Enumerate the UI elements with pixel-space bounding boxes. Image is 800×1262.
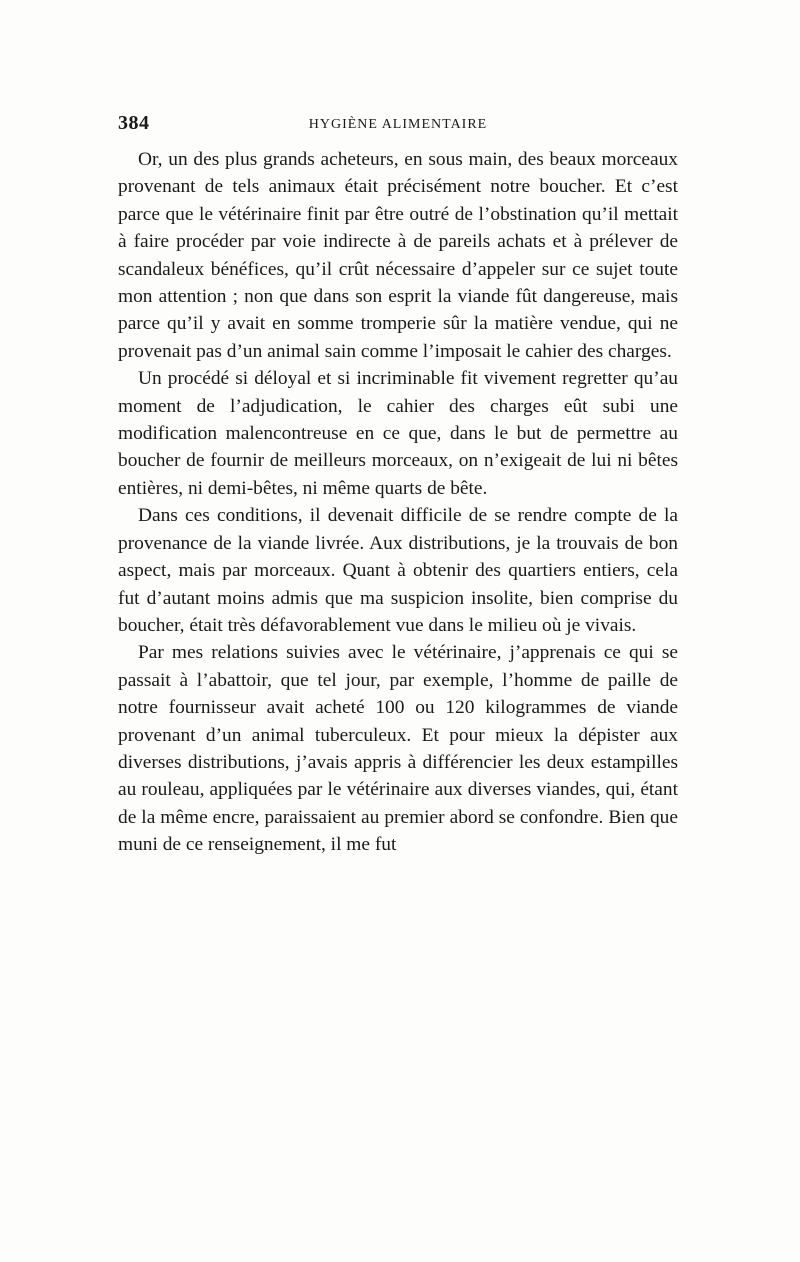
running-header (118, 112, 678, 142)
page-number: 384 (118, 112, 150, 134)
paragraph: Un procédé si déloyal et si incriminable fit vivement regretter qu’au moment de l’adjudication, le cahier des charges eût subi une modification malencontreuse en ce que, dans le but de permettre au boucher de fournir de meilleurs morceaux, on n’exigeait de lui ni bêtes entières, ni demi-bêtes, ni même quarts de bête. (118, 368, 678, 499)
running-title: HYGIÈNE ALIMENTAIRE (308, 117, 488, 132)
paragraph: Dans ces conditions, il devenait difficile de se rendre compte de la provenance de la viande livrée. Aux distributions, je la trouvais de bon aspect, mais par morceaux. Quant à obtenir des quartiers entiers, cela fut d’autant moins admis que ma suspicion insolite, bien comprise du boucher, était très défavorablement vue dans le milieu où je vivais. (118, 505, 678, 636)
body-text (118, 146, 678, 859)
paragraph: Or, un des plus grands acheteurs, en sous main, des beaux morceaux provenant de tels animaux était précisément notre boucher. Et c’est parce que le vétérinaire finit par être outré de l’obstination qu’il mettait à faire procéder par voie indirecte à de pareils achats et à prélever de scandaleux bénéfices, qu’il crût nécessaire d’appeler sur ce sujet toute mon attention ; non que dans son esprit la viande fût dangereuse, mais parce qu’il y avait en somme tromperie sûr la matière vendue, qui ne provenait pas d’un animal sain comme l’imposait le cahier des charges. (118, 149, 678, 362)
book-page (118, 112, 678, 859)
paragraph: Par mes relations suivies avec le vétérinaire, j’apprenais ce qui se passait à l’abattoir, que tel jour, par exemple, l’homme de paille de notre fournisseur avait acheté 100 ou 120 kilogrammes de viande provenant d’un animal tuberculeux. Et pour mieux la dépister aux diverses distributions, j’avais appris à différencier les deux estampilles au rouleau, appliquées par le vétérinaire aux diverses viandes, qui, étant de la même encre, paraissaient au premier abord se confondre. Bien que muni de ce renseignement, il me fut (118, 642, 678, 856)
